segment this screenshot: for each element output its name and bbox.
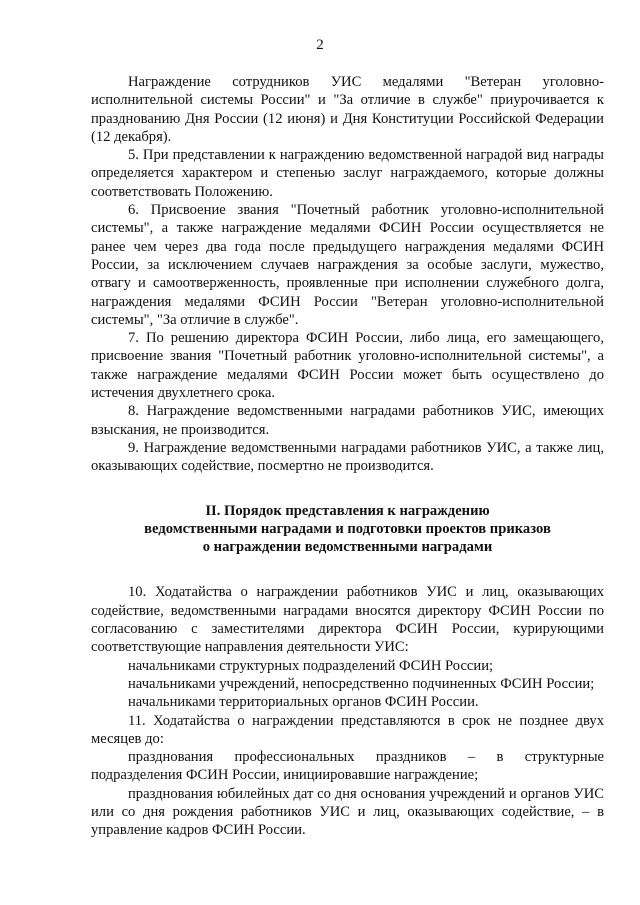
paragraph-10: 10. Ходатайства о награждении работников УИС и лиц, оказывающих содействие, ведомственными наградами вносятся директору ФСИН России по согласованию с заместителями директора ФСИН России, курирующими соответствующие направления деятельности УИС: xyxy=(91,584,604,656)
list-item-institutions: начальниками учреждений, непосредственно подчиненных ФСИН России; xyxy=(128,675,595,692)
section-heading-line-3: о награждении ведомственными наградами xyxy=(202,539,493,556)
paragraph-award-timing: Награждение сотрудников УИС медалями "Ветеран уголовно-исполнительной системы России" и "За отличие в службе" приурочивается к празднованию Дня России (12 июня) и Дня Конституции Российской Федерации (12 декабря). xyxy=(91,74,604,145)
section-heading-line-2: ведомственными наградами и подготовки проектов приказов xyxy=(144,520,551,537)
section-heading-line-1: II. Порядок представления к награждению xyxy=(205,502,490,519)
paragraph-7: 7. По решению директора ФСИН России, либо лица, его замещающего, присвоение звания "Почетный работник уголовно-исполнительной системы", а также награждение медалями ФСИН России может быть осуществлено до истечения двухлетнего срока. xyxy=(91,330,604,402)
paragraph-11: 11. Ходатайства о награждении представляются в срок не позднее двух месяцев до: xyxy=(91,712,604,747)
paragraph-8: 8. Награждение ведомственными наградами работников УИС, имеющих взыскания, не производится. xyxy=(91,403,604,438)
list-item-professional-holidays: празднования профессиональных праздников – в структурные подразделения ФСИН России, инициировавшие награждение; xyxy=(91,749,604,784)
list-item-structural-units: начальниками структурных подразделений ФСИН России; xyxy=(128,657,494,674)
paragraph-6: 6. Присвоение звания "Почетный работник уголовно-исполнительной системы", а также награждение медалями ФСИН России осуществляется не ранее чем через два года после предыдущего награждения медалями ФСИН России, за исключением случаев награждения за особые заслуги, мужество, отвагу и самоотверженность, проявленные при исполнении служебного долга, награждения медалями ФСИН России "Ветеран уголовно-исполнительной системы", "За отличие в службе". xyxy=(91,202,604,328)
document-body xyxy=(91,73,604,840)
paragraph-5: 5. При представлении к награждению ведомственной наградой вид награды определяется характером и степенью заслуг награждаемого, которые должны соответствовать Положению. xyxy=(91,147,604,200)
page-number: 2 xyxy=(316,37,324,53)
paragraph-9: 9. Награждение ведомственными наградами работников УИС, а также лиц, оказывающих содействие, посмертно не производится. xyxy=(91,439,604,475)
list-item-territorial-bodies: начальниками территориальных органов ФСИН России. xyxy=(128,694,479,711)
section-heading xyxy=(91,502,604,557)
list-item-anniversaries: празднования юбилейных дат со дня основания учреждений и органов УИС или со дня рождения работников УИС и лиц, оказывающих содействие, – в управление кадров ФСИН России. xyxy=(91,785,604,839)
